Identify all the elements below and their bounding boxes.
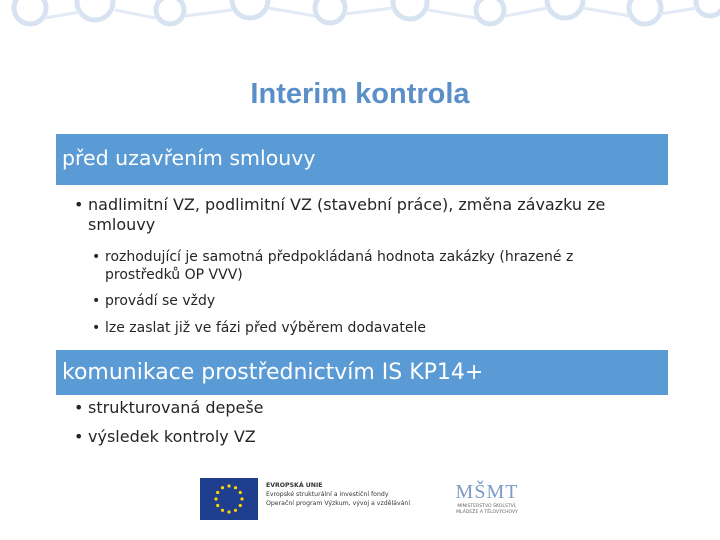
sub-bullet-text: rozhodující je samotná předpokládaná hodnota zakázky (hrazené z — [105, 249, 574, 265]
bullet-glyph: • — [74, 195, 84, 214]
bullet-glyph: • — [92, 249, 101, 265]
sub-bullet-text: provádí se vždy — [105, 293, 216, 309]
msmt-logo-line: MLÁDEŽE A TĚLOVÝCHOVY — [456, 510, 518, 515]
section-heading-text: před uzavřením smlouvy — [62, 146, 316, 170]
bullet-item — [74, 195, 606, 215]
bullet-text: strukturovaná depeše — [88, 398, 264, 417]
footer-logos — [200, 476, 540, 522]
bullet-glyph: • — [92, 320, 101, 336]
msmt-logo-icon — [444, 476, 530, 522]
svg-text:MŠMT: MŠMT — [455, 481, 519, 503]
section-heading-text: komunikace prostřednictvím IS KP14+ — [62, 360, 484, 385]
network-pattern-icon — [0, 0, 720, 36]
eu-logo-text — [266, 481, 410, 508]
bullet-item — [74, 427, 256, 447]
sub-bullet-item — [92, 292, 216, 310]
eu-flag-icon — [200, 478, 258, 520]
header-decoration — [0, 0, 720, 36]
bullet-text: výsledek kontroly VZ — [88, 427, 256, 446]
bullet-text: nadlimitní VZ, podlimitní VZ (stavební práce), změna závazku ze — [88, 195, 606, 214]
bullet-text: smlouvy — [88, 215, 156, 234]
bullet-glyph: • — [92, 293, 101, 309]
bullet-glyph: • — [74, 427, 84, 446]
slide-title: Interim kontrola — [250, 78, 470, 110]
bullet-text-continuation — [88, 215, 155, 235]
bullet-glyph: • — [74, 398, 84, 417]
sub-bullet-text-continuation — [105, 266, 243, 284]
eu-logo-line: EVROPSKÁ UNIE — [266, 482, 323, 489]
bullet-item — [74, 398, 264, 418]
sub-bullet-item — [92, 248, 574, 266]
sub-bullet-text: lze zaslat již ve fázi před výběrem dodavatele — [105, 320, 426, 336]
eu-logo-line: Evropské strukturální a investiční fondy — [266, 491, 389, 498]
eu-logo-line: Operační program Výzkum, vývoj a vzdělávání — [266, 500, 411, 507]
sub-bullet-text: prostředků OP VVV) — [105, 267, 243, 283]
sub-bullet-item — [92, 319, 426, 337]
msmt-logo-line: MINISTERSTVO ŠKOLSTVÍ, — [457, 504, 517, 509]
section-heading-before-contract — [56, 134, 668, 185]
section-heading-kp14 — [56, 350, 668, 395]
